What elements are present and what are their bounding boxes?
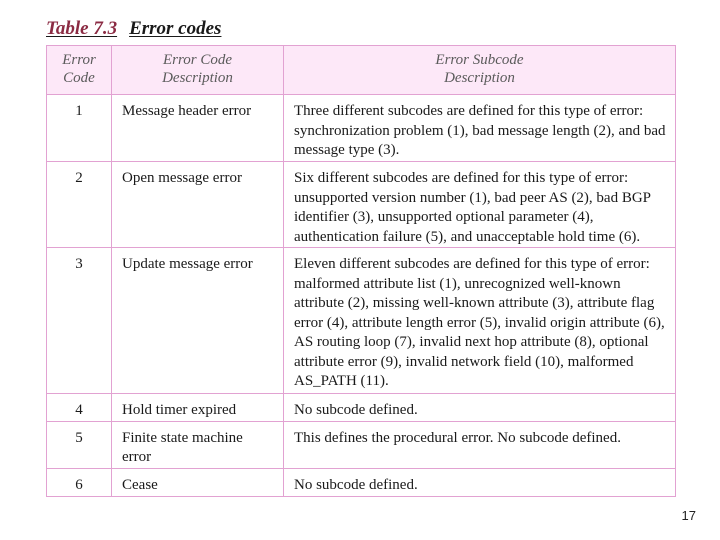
header-error-code-line2: Code xyxy=(63,70,95,86)
header-subcode-line2: Description xyxy=(444,70,515,86)
error-code-cell: 1 xyxy=(47,95,112,162)
table-number: Table 7.3 xyxy=(46,18,118,39)
error-code-cell: 6 xyxy=(47,468,112,496)
error-description-cell: Open message error xyxy=(112,162,284,248)
error-description-cell: Hold timer expired xyxy=(112,394,284,422)
header-error-code xyxy=(47,46,112,95)
error-code-cell: 2 xyxy=(47,162,112,248)
error-description-cell: Message header error xyxy=(112,95,284,162)
subcode-description-cell: Three different subcodes are defined for this type of error: synchronization problem (1), bad message length (2), and bad message type (3). xyxy=(284,95,676,162)
error-code-cell: 4 xyxy=(47,394,112,422)
table-row xyxy=(47,162,676,248)
subcode-description-cell: No subcode defined. xyxy=(284,468,676,496)
header-error-code-description xyxy=(112,46,284,95)
header-description-line1: Error Code xyxy=(162,52,233,68)
header-description-line2: Description xyxy=(162,70,233,86)
error-description-cell: Finite state machine error xyxy=(112,421,284,468)
header-error-code-line1: Error xyxy=(62,52,96,68)
table-row xyxy=(47,394,676,422)
subcode-description-cell: This defines the procedural error. No subcode defined. xyxy=(284,421,676,468)
table-title xyxy=(46,18,221,40)
error-description-cell: Update message error xyxy=(112,248,284,394)
table-row xyxy=(47,421,676,468)
table-row xyxy=(47,248,676,394)
subcode-description-cell: Eleven different subcodes are defined for this type of error: malformed attribute list (1), unrecognized well-known attribute (2), missing well-known attribute (3), attribute flag error (4), attribute length error (5), invalid origin attribute (6), AS routing loop (7), invalid next hop attribute (8), optional attribute error (9), invalid network field (10), malformed AS_PATH (11). xyxy=(284,248,676,394)
error-codes-table-container xyxy=(46,45,675,495)
header-row xyxy=(47,46,676,95)
table-row xyxy=(47,95,676,162)
header-error-subcode-description xyxy=(284,46,676,95)
error-code-cell: 5 xyxy=(47,421,112,468)
error-codes-table xyxy=(46,45,676,497)
error-code-cell: 3 xyxy=(47,248,112,394)
error-description-cell: Cease xyxy=(112,468,284,496)
subcode-description-cell: Six different subcodes are defined for this type of error: unsupported version number (1), bad peer AS (2), bad BGP identifier (3), unsupported optional parameter (4), authentication failure (5), and unacceptable hold time (6). xyxy=(284,162,676,248)
table-caption: Error codes xyxy=(129,18,222,39)
header-subcode-line1: Error Subcode xyxy=(435,52,524,68)
subcode-description-cell: No subcode defined. xyxy=(284,394,676,422)
table-row xyxy=(47,468,676,496)
page-number: 17 xyxy=(681,508,696,523)
